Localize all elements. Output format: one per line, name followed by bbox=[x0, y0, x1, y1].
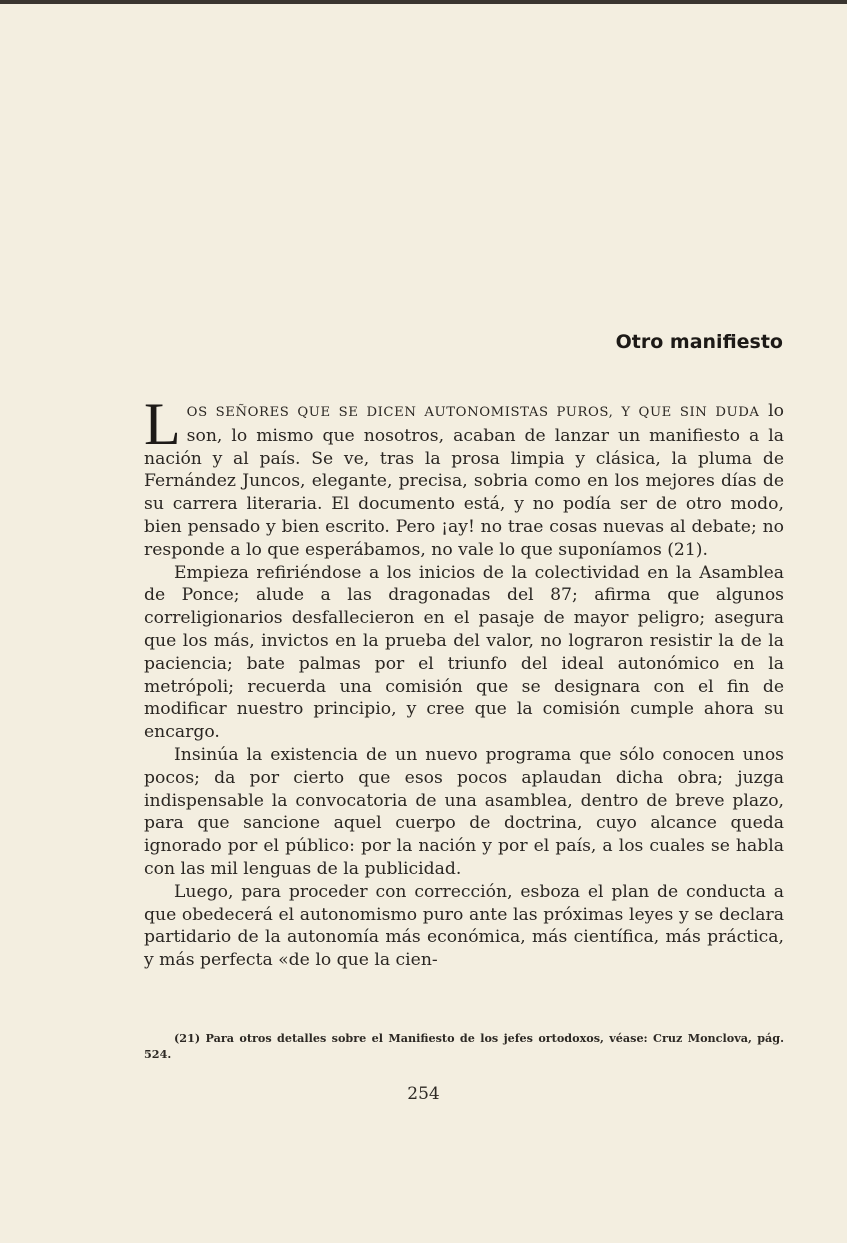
chapter-title: Otro manifiesto bbox=[615, 331, 783, 353]
footnote: (21) Para otros detalles sobre el Manifiesto de los jefes ortodoxos, véase: Cruz Monclova, pág. 524. bbox=[144, 1031, 784, 1061]
paragraph-4: Luego, para proceder con corrección, esboza el plan de conducta a que obedecerá el autonomismo puro ante las próximas leyes y se declara partidario de la autonomía más económica, más científica, más práctica, y más perfecta «de lo que la cien- bbox=[144, 881, 784, 971]
paragraph-2: Empieza refiriéndose a los inicios de la colectividad en la Asamblea de Ponce; alude a las dragonadas del 87; afirma que algunos correligionarios desfallecieron en el pasaje de mayor peligro; asegura que los más, invictos en la prueba del valor, no lograron resistir la de la paciencia; bate palmas por el triunfo del ideal autonómico en la metrópoli; recuerda una comisión que se designara con el fin de modificar nuestro principio, y cree que la comisión cumple ahora su encargo. bbox=[144, 562, 784, 743]
paragraph-1-text: lo son, lo mismo que nosotros, acaban de lanzar un manifiesto a la nación y al país. Se ve, tras la prosa limpia y clásica, la pluma de Fernández Juncos, elegante, precisa, sobria como en los mejores días de su carrera literaria. El documento está, y no podía ser de otro modo, bien pensado y bien escrito. Pero ¡ay! no trae cosas nuevas al debate; no responde a lo que esperábamos, no vale lo que suponíamos (21). bbox=[144, 401, 784, 560]
paragraph-3: Insinúa la existencia de un nuevo programa que sólo conocen unos pocos; da por cierto que esos pocos aplaudan dicha obra; juzga indispensable la convocatoria de una asamblea, dentro de breve plazo, para que sancione aquel cuerpo de doctrina, cuyo alcance queda ignorado por el público: por la nación y por el país, a los cuales se habla con las mil lenguas de la publicidad. bbox=[144, 744, 784, 879]
page-number: 254 bbox=[407, 1084, 440, 1104]
drop-cap: L bbox=[144, 391, 181, 457]
opening-smallcaps: OS SEÑORES QUE SE DICEN AUTONOMISTAS PUROS, Y QUE SIN DUDA bbox=[186, 405, 760, 420]
page-top-edge bbox=[0, 0, 847, 4]
body-text bbox=[144, 391, 784, 972]
paragraph-1 bbox=[144, 391, 784, 562]
